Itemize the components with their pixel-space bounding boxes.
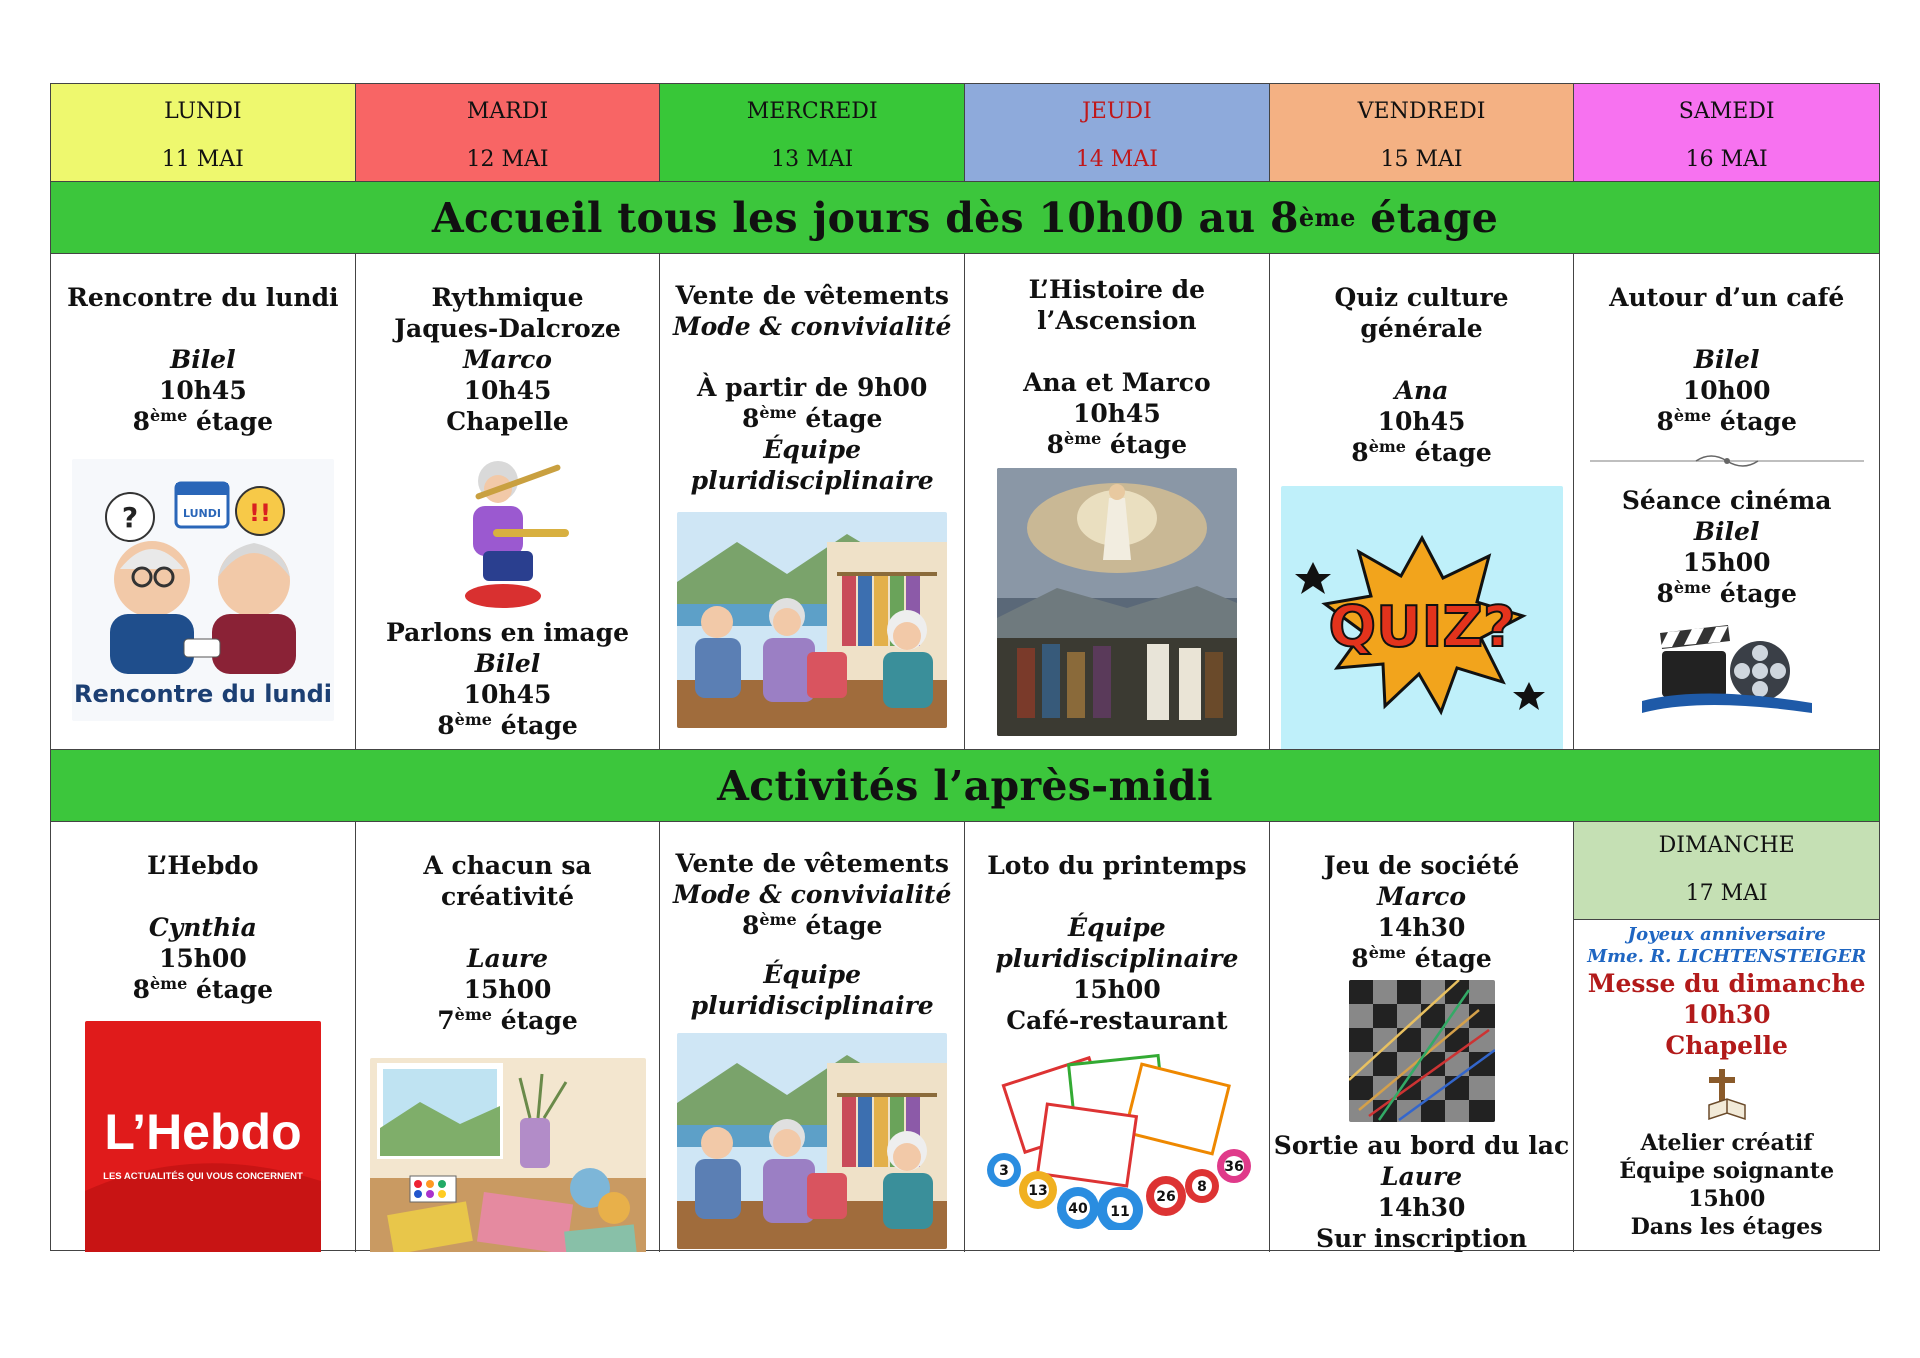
morning-row (51, 254, 1879, 750)
cross-bible-icon (1697, 1065, 1757, 1123)
day-date: 16 MAI (1685, 147, 1768, 172)
activity-title-line2: Jaques-Dalcroze (394, 314, 621, 343)
svg-text:L’Hebdo: L’Hebdo (104, 1104, 302, 1160)
clothing-sale-illustration (677, 512, 947, 728)
day-header-wednesday (660, 84, 965, 181)
day-header-tuesday (356, 84, 661, 181)
day-name: VENDREDI (1357, 99, 1486, 124)
mass-place: Chapelle (1665, 1031, 1788, 1060)
quiz-illustration (1281, 486, 1563, 749)
ornamental-divider (1586, 451, 1868, 471)
clothing-sale-illustration (677, 1033, 947, 1249)
activity-title: Rencontre du lundi (67, 283, 339, 312)
activity-team: Équipe (1068, 913, 1166, 942)
weekly-schedule-table (50, 83, 1880, 1251)
svg-text:11: 11 (1110, 1204, 1130, 1220)
activity-floor-2: 8ème étage (1656, 578, 1797, 608)
activity-time: 10h45 (463, 376, 552, 405)
day-header-saturday (1574, 84, 1879, 181)
morning-monday (51, 254, 356, 749)
activity-title: Autour d’un café (1609, 283, 1845, 312)
activity-person: Bilel (1693, 345, 1760, 374)
activity-person-2: Bilel (474, 649, 541, 678)
activity-title: Rythmique (431, 283, 584, 312)
activity-person-2: Bilel (1693, 517, 1760, 546)
activity-time: 10h00 (1682, 376, 1771, 405)
afternoon-banner-text: Activités l’après-midi (717, 761, 1213, 810)
morning-banner-text: Accueil tous les jours dès 10h00 au 8 (431, 193, 1299, 242)
morning-thursday (965, 254, 1270, 749)
mass-time: 10h30 (1682, 1000, 1771, 1029)
afternoon-wednesday (660, 822, 965, 1252)
afternoon-row (51, 822, 1879, 1252)
activity-title-2: Séance cinéma (1621, 486, 1832, 515)
morning-banner (51, 182, 1879, 254)
afternoon-tuesday (356, 822, 661, 1252)
activity-floor: 8ème étage (1351, 943, 1492, 973)
cinema-icon (1642, 619, 1812, 715)
svg-text:26: 26 (1156, 1189, 1176, 1205)
activity-time: 10h45 (1377, 407, 1466, 436)
ascension-painting (997, 468, 1237, 736)
afternoon-banner (51, 750, 1879, 822)
day-name: MARDI (466, 99, 549, 124)
activity-time: 15h00 (463, 975, 552, 1004)
activity-person: Bilel (170, 345, 236, 374)
day-date: 13 MAI (771, 147, 854, 172)
day-date: 15 MAI (1380, 147, 1463, 172)
day-header-row (51, 84, 1879, 182)
atelier-where: Dans les étages (1630, 1214, 1823, 1240)
activity-person: Cynthia (148, 913, 257, 942)
day-header-friday (1270, 84, 1575, 181)
activity-title: Quiz culture générale (1334, 283, 1509, 343)
svg-text:!!: !! (248, 499, 271, 527)
svg-text:8: 8 (1196, 1179, 1207, 1195)
activity-note-2: Sur inscription (1315, 1224, 1528, 1252)
activity-title: Vente de vêtements (675, 849, 949, 878)
atelier-time: 15h00 (1688, 1186, 1766, 1212)
day-date: 17 MAI (1685, 881, 1768, 906)
activity-title-line2: l’Ascension (1037, 306, 1197, 335)
activity-time: À partir de 9h00 (697, 373, 928, 402)
hebdo-logo (85, 1021, 321, 1252)
day-name: LUNDI (164, 99, 242, 124)
activity-time-2: 14h30 (1377, 1193, 1466, 1222)
activity-title-2: Parlons en image (386, 618, 629, 647)
activity-team: Équipe (763, 960, 861, 989)
activity-title: A chacun sa créativité (423, 851, 592, 911)
svg-text:Rencontre du lundi: Rencontre du lundi (73, 680, 332, 708)
activity-floor: 7ème étage (437, 1005, 578, 1035)
activity-floor: 8ème étage (1656, 406, 1797, 436)
afternoon-thursday (965, 822, 1270, 1252)
activity-team: Équipe (763, 435, 861, 464)
activity-place: Chapelle (446, 407, 569, 436)
activity-subtitle: Mode & convivialité (672, 312, 952, 341)
board-game-photo (1349, 980, 1495, 1122)
activity-person: Ana et Marco (1023, 368, 1211, 397)
activity-person: Ana (1394, 376, 1449, 405)
day-header-monday (51, 84, 356, 181)
day-name: DIMANCHE (1658, 833, 1795, 858)
svg-text:13: 13 (1028, 1183, 1048, 1199)
day-date: 11 MAI (161, 147, 244, 172)
activity-person-2: Laure (1381, 1162, 1463, 1191)
day-name: JEUDI (1081, 99, 1152, 124)
activity-title: L’Hebdo (147, 851, 259, 880)
morning-tuesday (356, 254, 661, 749)
activity-floor: 8ème étage (132, 974, 274, 1004)
activity-title: L’Histoire de (1028, 275, 1206, 304)
morning-banner-suffix: étage (1355, 193, 1499, 242)
activity-title: Jeu de société (1323, 851, 1520, 880)
activity-time: 10h45 (158, 376, 247, 405)
creativity-illustration (370, 1058, 646, 1252)
activity-title: Loto du printemps (987, 851, 1247, 880)
day-name: SAMEDI (1678, 99, 1775, 124)
activity-team-line2: pluridisciplinaire (995, 944, 1239, 973)
svg-text:3: 3 (998, 1163, 1009, 1179)
svg-text:40: 40 (1068, 1201, 1088, 1217)
activity-title: Vente de vêtements (675, 281, 949, 310)
activity-floor-2: 8ème étage (437, 710, 578, 740)
svg-text:QUIZ?: QUIZ? (1328, 595, 1516, 660)
loto-illustration (982, 1050, 1252, 1230)
activity-team-line2: pluridisciplinaire (690, 466, 934, 495)
activity-subtitle: Mode & convivialité (672, 880, 952, 909)
atelier-title: Atelier créatif (1640, 1130, 1813, 1156)
sunday-cell (1574, 822, 1879, 1252)
svg-text:36: 36 (1224, 1159, 1244, 1175)
activity-floor: 8ème étage (132, 406, 274, 436)
activity-time: 10h45 (1072, 399, 1161, 428)
activity-person: Marco (1377, 882, 1466, 911)
day-date: 12 MAI (466, 147, 549, 172)
activity-place: Café-restaurant (1006, 1006, 1228, 1035)
morning-saturday (1574, 254, 1879, 749)
activity-time: 15h00 (158, 944, 247, 973)
svg-text:LUNDI: LUNDI (182, 507, 221, 520)
activity-floor: 8ème étage (741, 910, 883, 940)
mass-title: Messe du dimanche (1587, 969, 1866, 998)
morning-friday (1270, 254, 1575, 749)
activity-time: 14h30 (1377, 913, 1466, 942)
atelier-team: Équipe soignante (1619, 1158, 1835, 1184)
activity-floor: 8ème étage (1046, 429, 1188, 459)
activity-time: 15h00 (1072, 975, 1161, 1004)
svg-text:?: ? (121, 501, 138, 534)
morning-banner-sup: ème (1298, 203, 1356, 232)
activity-person: Laure (466, 944, 549, 973)
day-header-thursday (965, 84, 1270, 181)
rencontre-illustration (72, 459, 334, 721)
afternoon-friday (1270, 822, 1575, 1252)
birthday-line: Joyeux anniversaire (1627, 924, 1826, 945)
activity-time-2: 10h45 (463, 680, 552, 709)
morning-wednesday (660, 254, 965, 749)
activity-time-2: 15h00 (1682, 548, 1771, 577)
day-name: MERCREDI (746, 99, 878, 124)
activity-team-line2: pluridisciplinaire (690, 991, 934, 1020)
rythmique-illustration (443, 451, 573, 611)
activity-title-2: Sortie au bord du lac (1273, 1131, 1570, 1160)
birthday-name: Mme. R. LICHTENSTEIGER (1587, 946, 1867, 967)
day-header-sunday (1574, 822, 1879, 920)
activity-floor: 8ème étage (741, 403, 883, 433)
day-date: 14 MAI (1075, 147, 1158, 172)
activity-person: Marco (463, 345, 552, 374)
svg-text:LES ACTUALITÉS QUI VOUS CONCER: LES ACTUALITÉS QUI VOUS CONCERNENT (102, 1171, 303, 1182)
afternoon-monday (51, 822, 356, 1252)
activity-floor: 8ème étage (1351, 437, 1492, 467)
